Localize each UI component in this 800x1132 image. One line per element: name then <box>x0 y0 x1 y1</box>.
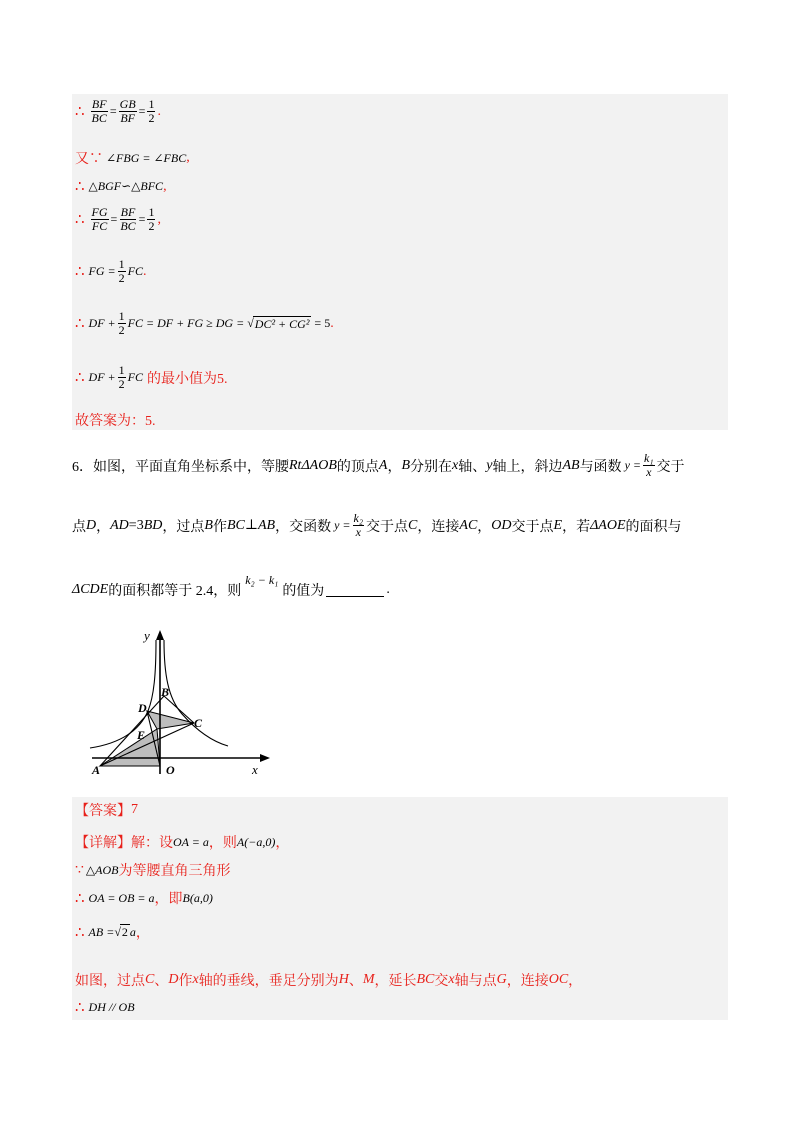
solution-line-6: ∴ DF + $\frac{1}{2}$ FC = DF + FG ≥ DG = √ DC² + CG² = 5 . <box>75 309 334 337</box>
detail-line-6: ∴ DH // OB <box>75 1000 135 1016</box>
fraction: $\frac{BF}{BC}$ <box>91 97 107 125</box>
label-a: A <box>92 763 101 777</box>
solution-line-5: ∴ FG = $\frac{1}{2}$ FC . <box>75 257 147 285</box>
therefore-symbol: ∴ <box>75 370 85 386</box>
fraction: $\frac{1}{2}$ <box>148 205 155 233</box>
question-line-2: 点 D ， AD =3 BD ，过点 B 作 BC ⊥ AB ，交函数 y = $\frac{\text{k₂}}{x}$ 交于点 C ，连接 AC ， OD 交于点 E ，若 ΔAOE 的面积与 <box>72 511 682 539</box>
y-axis-arrow <box>156 630 164 640</box>
solution-line-4: ∴ $\frac{FG}{FC}$ = $\frac{BF}{BC}$ = $\frac{1}{2}$ , <box>75 205 161 233</box>
therefore-symbol: ∴ <box>75 104 85 120</box>
curve-k2 <box>164 640 228 746</box>
label-o: O <box>166 763 175 777</box>
solution-line-3: ∴ △BGF∽△BFC , <box>75 178 167 195</box>
question-line-3: ΔCDE 的面积都等于 2.4，则 k₂ − k₁ 的值为 . <box>72 572 390 599</box>
curve-k1 <box>90 640 156 748</box>
solution-line-1: ∴ $\frac{BF}{BC}$ = $\frac{GB}{BF}$ = $\frac{1}{2}$ . <box>75 97 161 125</box>
label-d: D <box>138 701 147 715</box>
label-c: C <box>194 716 203 730</box>
final-answer-line: 故答案为：5. <box>75 414 156 429</box>
fraction: $\frac{1}{2}$ <box>148 97 155 125</box>
answer-blank <box>326 584 384 597</box>
fraction: $\frac{FG}{FC}$ <box>91 205 108 233</box>
fraction: $\frac{BF}{BC}$ <box>120 205 136 233</box>
fraction: $\frac{GB}{BF}$ <box>119 97 136 125</box>
detail-line-5: 如图，过点 C 、 D 作 x 轴的垂线，垂足分别为 H 、 M ，延长 BC 交 x 轴与点 G ，连接 OC ， <box>75 972 583 989</box>
fraction: $\frac{\text{k₂}}{x}$ <box>353 511 364 539</box>
solution-line-2: 又∵ ∠FBG = ∠FBC , <box>75 150 190 167</box>
fraction: $\frac{\text{k₁}}{x}$ <box>644 451 654 479</box>
coordinate-figure <box>86 626 276 778</box>
question-line-1: 6．如图，平面直角坐标系中，等腰 Rt ΔAOB 的顶点 A ， B 分别在 x 轴、 y 轴上，斜边 AB 与函数 y = $\frac{\text{k₁}}{x}$ 交于 <box>72 451 685 479</box>
sqrt-expression: DC² + CG² <box>254 316 310 331</box>
fraction: $\frac{1}{2}$ <box>118 257 125 285</box>
detail-line-1: 【详解】 解：设 OA = a ，则 A(−a,0) ， <box>75 834 290 851</box>
detail-line-4: ∴ AB = √ 2 a ， <box>75 924 150 941</box>
label-b: B <box>161 685 170 699</box>
therefore-symbol: ∴ <box>75 264 85 280</box>
shaded-triangle-aoe <box>100 729 160 766</box>
detail-line-3: ∴ OA = OB = a ，即 B(a,0) <box>75 890 213 907</box>
therefore-symbol: ∴ <box>75 212 85 228</box>
detail-line-2: ∵ △AOB 为等腰直角三角形 <box>75 862 231 879</box>
answer-line: 【答案】 7 <box>75 802 138 819</box>
fraction: $\frac{1}{2}$ <box>118 309 125 337</box>
solution-line-7: ∴ DF + $\frac{1}{2}$ FC 的最小值为5. <box>75 363 228 391</box>
therefore-symbol: ∴ <box>75 179 85 195</box>
x-axis-arrow <box>260 754 270 762</box>
label-x: x <box>252 762 258 777</box>
label-y: y <box>144 628 150 643</box>
fraction: $\frac{1}{2}$ <box>118 363 125 391</box>
label-e: E <box>137 728 146 742</box>
therefore-symbol: ∴ <box>75 316 85 332</box>
